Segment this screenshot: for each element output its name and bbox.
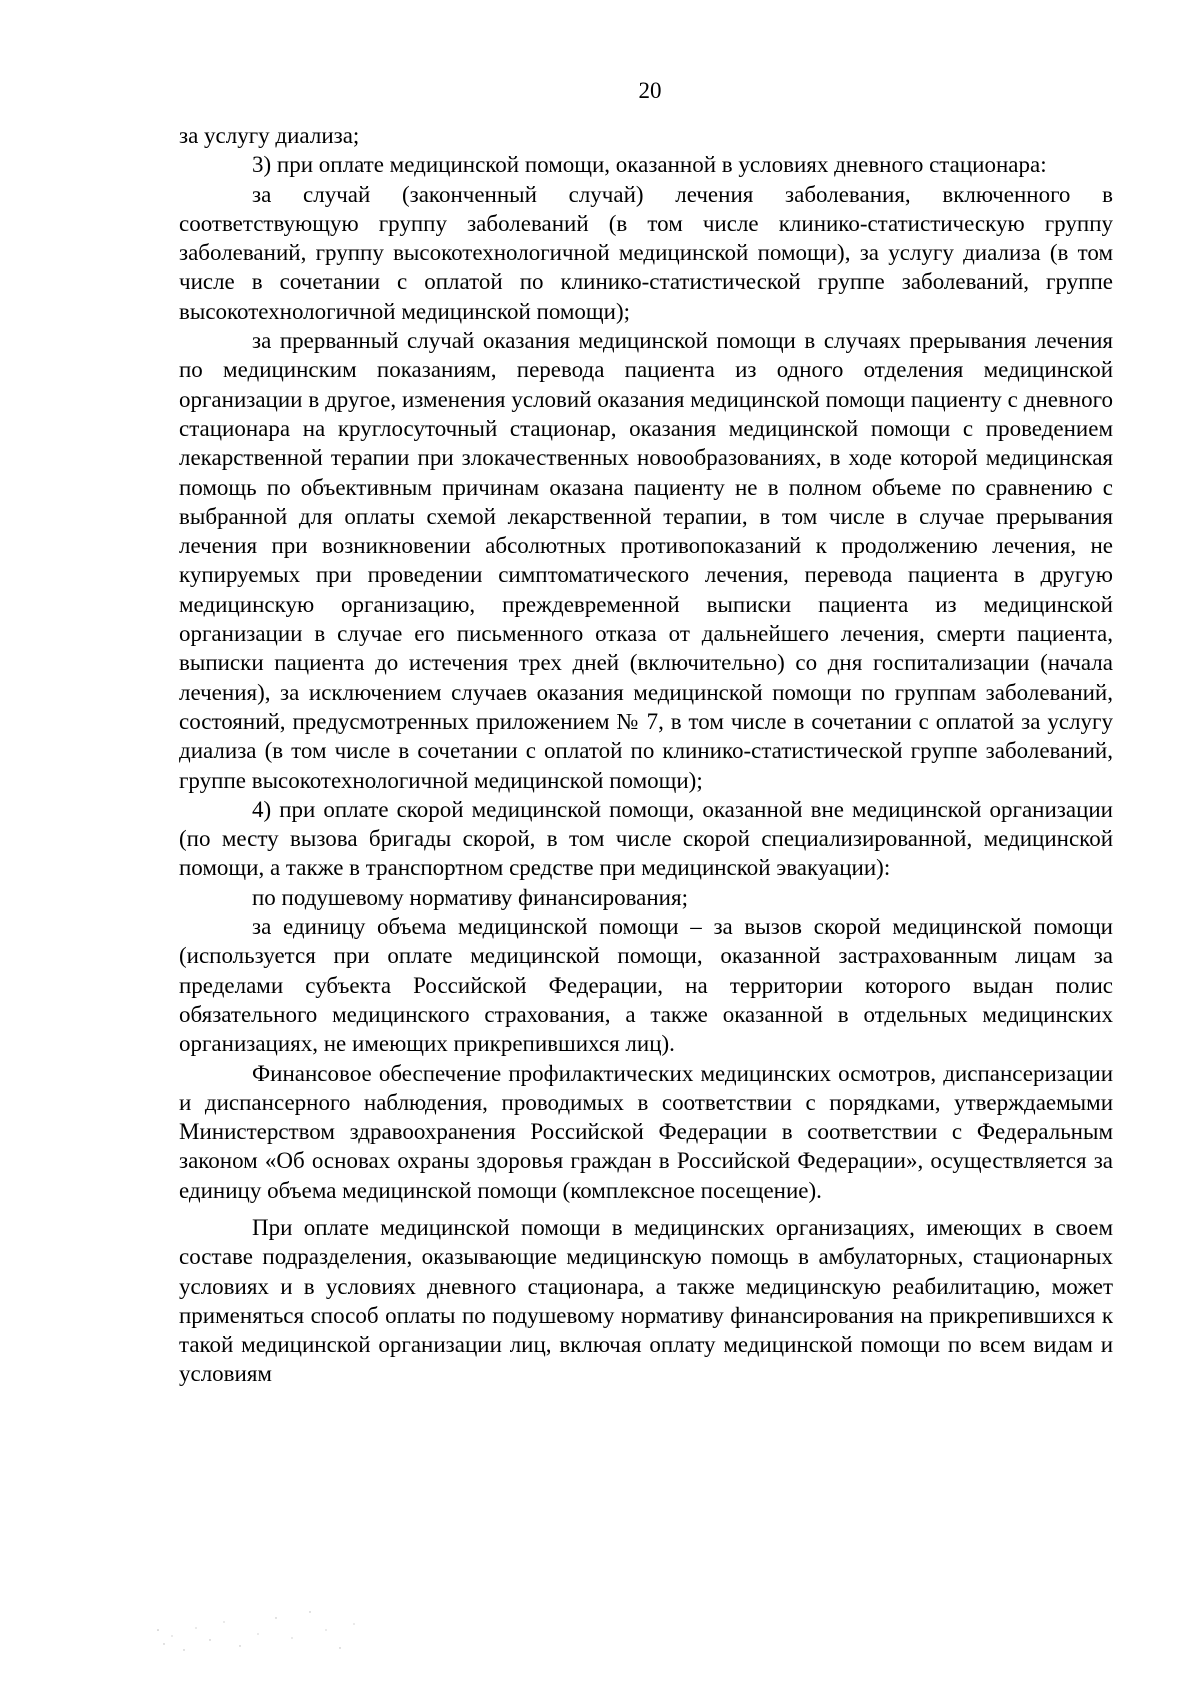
paragraph-day-hospital-payment: 3) при оплате медицинской помощи, оказанной в условиях дневного стационара: [252, 152, 1047, 178]
scan-noise-specks [150, 1600, 370, 1660]
page-number: 20 [638, 78, 662, 103]
paragraph-per-capita-standard: по подушевому нормативу финансирования; [252, 884, 688, 910]
document-body [179, 121, 1113, 1389]
paragraph-multi-unit-organizations: При оплате медицинской помощи в медицинских организациях, имеющих в своем составе подразделения, оказывающие медицинскую помощь в амбулаторных, стационарных условиях и в условиях дневного стационара, а также медицинскую реабилитацию, может применяться способ оплаты по подушевому нормативу финансирования на прикрепившихся к такой медицинской организации лиц, включая оплату медицинской помощи по всем видам и условиям [179, 1214, 1113, 1387]
paragraph-preventive-exams-financing: Финансовое обеспечение профилактических медицинских осмотров, диспансеризации и диспансерного наблюдения, проводимых в соответствии с порядками, утверждаемыми Министерством здравоохранения Российской Федерации в соответствии с Федеральным законом «Об основах охраны здоровья граждан в Российской Федерации», осуществляется за единицу объема медицинской помощи (комплексное посещение). [179, 1060, 1113, 1203]
paragraph-dialysis-service: за услугу диализа; [179, 123, 360, 148]
paragraph-completed-case: за случай (законченный случай) лечения заболевания, включенного в соответствующую группу заболеваний (в том числе клинико-статистическую группу заболеваний, группу высокотехнологичной медицинской помощи), за услугу диализа (в том числе в сочетании с оплатой по клинико-статистической группе заболеваний, группе высокотехнологичной медицинской помощи); [179, 181, 1113, 324]
paragraph-emergency-call-unit: за единицу объема медицинской помощи – за вызов скорой медицинской помощи (используется при оплате медицинской помощи, оказанной застрахованным лицам за пределами субъекта Российской Федерации, на территории которого выдан полис обязательного медицинского страхования, а также оказанной в отдельных медицинских организациях, не имеющих прикрепившихся лиц). [179, 914, 1113, 1057]
paragraph-interrupted-case: за прерванный случай оказания медицинской помощи в случаях прерывания лечения по медицинским показаниям, перевода пациента из одного отделения медицинской организации в другое, изменения условий оказания медицинской помощи пациенту с дневного стационара на круглосуточный стационар, оказания медицинской помощи с проведением лекарственной терапии при злокачественных новообразованиях, в ходе которой медицинская помощь по объективным причинам оказана пациенту не в полном объеме по сравнению с выбранной для оплаты схемой лекарственной терапии, в том числе в случае прерывания лечения при возникновении абсолютных противопоказаний к продолжению лечения, не купируемых при проведении симптоматического лечения, перевода пациента в другую медицинскую организацию, преждевременной выписки пациента из медицинской организации в случае его письменного отказа от дальнейшего лечения, смерти пациента, выписки пациента до истечения трех дней (включительно) со дня госпитализации (начала лечения), за исключением случаев оказания медицинской помощи по группам заболеваний, состояний, предусмотренных приложением № 7, в том числе в сочетании с оплатой за услугу диализа (в том числе в сочетании с оплатой по клинико-статистической группе заболеваний, группе высокотехнологичной медицинской помощи); [179, 328, 1113, 793]
paragraph-emergency-care-payment: 4) при оплате скорой медицинской помощи, оказанной вне медицинской организации (по месту вызова бригады скорой, в том числе скорой специализированной, медицинской помощи, а также в транспортном средстве при медицинской эвакуации): [179, 796, 1113, 881]
